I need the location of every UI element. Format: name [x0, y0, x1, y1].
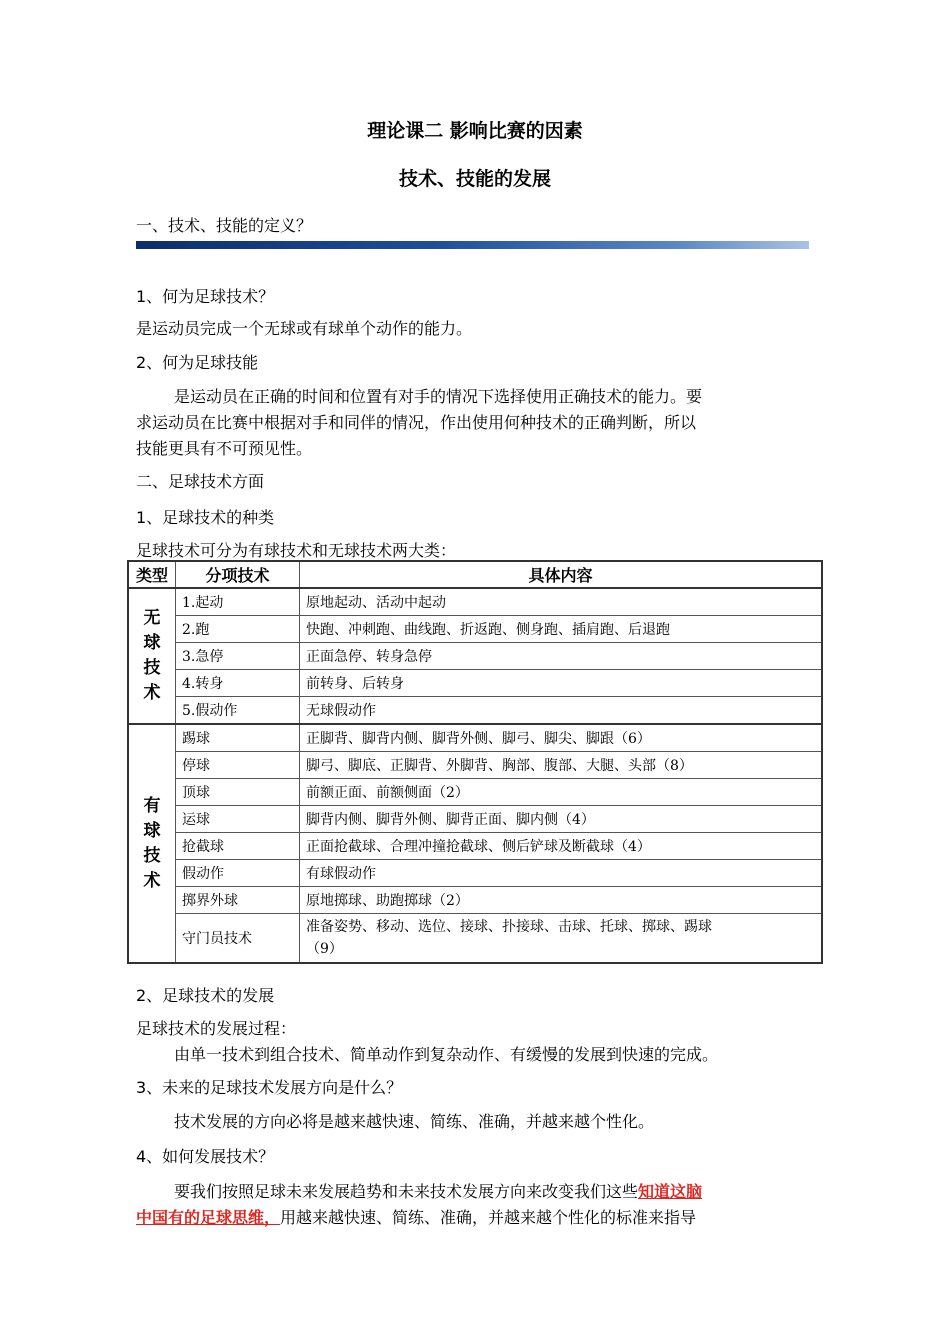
content-cell: 前额正面、前额侧面（2） [300, 779, 823, 806]
table-row [128, 752, 822, 779]
subsection-3-heading: 3、未来的足球技术发展方向是什么？ [136, 1078, 403, 1097]
content-cell: 快跑、冲刺跑、曲线跑、折返跑、侧身跑、插肩跑、后退跑 [300, 616, 823, 643]
content-cell: 原地掷球、助跑掷球（2） [300, 887, 823, 914]
table-row [128, 724, 822, 752]
how-line-1 [174, 1179, 702, 1202]
subsection-2-heading: 2、足球技术的发展 [136, 986, 275, 1005]
content-cell: 正面抢截球、合理冲撞抢截球、侧后铲球及断截球（4） [300, 833, 823, 860]
item-cell: 1.起动 [176, 588, 300, 616]
answer-2-line-3: 技能更具有不可预见性。 [136, 439, 313, 458]
content-cell: 正脚背、脚背内侧、脚背外侧、脚弓、脚尖、脚跟（6） [300, 724, 823, 752]
answer-2-line-2: 求运动员在比赛中根据对手和同伴的情况，作出使用何种技术的正确判断，所以 [136, 413, 697, 432]
item-cell: 踢球 [176, 724, 300, 752]
content-cell: 有球假动作 [300, 860, 823, 887]
table-row [128, 806, 822, 833]
category-char: 技 [143, 658, 161, 678]
question-2: 2、何为足球技能 [136, 353, 259, 372]
content-cell: 脚背内侧、脚背外侧、脚背正面、脚内侧（4） [300, 806, 823, 833]
content-cell [300, 914, 823, 964]
category-with-ball [128, 724, 176, 963]
category-char: 无 [143, 608, 161, 628]
development-text: 由单一技术到组合技术、简单动作到复杂动作、有缓慢的发展到快速的完成。 [174, 1045, 719, 1064]
table-row [128, 697, 822, 725]
category-char: 术 [143, 870, 161, 891]
how-line-2 [136, 1205, 696, 1228]
content-cell: 前转身、后转身 [300, 670, 823, 697]
header-content: 具体内容 [300, 561, 823, 588]
answer-2-line-1: 是运动员在正确的时间和位置有对手的情况下选择使用正确技术的能力。要 [174, 387, 703, 406]
section-divider [136, 241, 809, 249]
table-intro: 足球技术可分为有球技术和无球技术两大类： [136, 541, 457, 560]
category-char: 术 [143, 683, 161, 703]
category-char: 有 [143, 795, 161, 816]
category-char: 技 [143, 845, 161, 866]
technique-table [127, 560, 823, 964]
item-cell: 假动作 [176, 860, 300, 887]
item-cell: 停球 [176, 752, 300, 779]
content-cell: 原地起动、活动中起动 [300, 588, 823, 616]
table-row [128, 860, 822, 887]
header-type: 类型 [128, 561, 176, 588]
item-cell: 3.急停 [176, 643, 300, 670]
item-cell: 守门员技术 [176, 914, 300, 964]
category-char: 球 [143, 820, 161, 841]
subsection-1-heading: 1、足球技术的种类 [136, 508, 275, 527]
document-subtitle: 技术、技能的发展 [398, 168, 551, 190]
item-cell: 掷界外球 [176, 887, 300, 914]
category-char: 球 [143, 633, 161, 653]
table-row [128, 616, 822, 643]
document-title: 理论课二 影响比赛的因素 [367, 120, 583, 142]
item-cell: 4.转身 [176, 670, 300, 697]
table-row [128, 670, 822, 697]
future-text: 技术发展的方向必将是越来越快速、简练、准确，并越来越个性化。 [174, 1112, 655, 1131]
section-2-heading: 二、足球技术方面 [136, 472, 265, 491]
highlight-text: 知道这脑 [638, 1182, 703, 1201]
how-text: 用越来越快速、简练、准确，并越来越个性化的标准来指导 [280, 1208, 697, 1227]
table-row [128, 914, 822, 964]
item-cell: 2.跑 [176, 616, 300, 643]
item-cell: 5.假动作 [176, 697, 300, 725]
table-header-row [128, 561, 822, 588]
table-row [128, 887, 822, 914]
subsection-4-heading: 4、如何发展技术？ [136, 1147, 275, 1166]
highlight-text: 中国有的足球思维， [136, 1208, 281, 1227]
content-cell: 无球假动作 [300, 697, 823, 725]
table-row [128, 588, 822, 616]
content-line: （9） [306, 941, 343, 957]
table-row [128, 833, 822, 860]
item-cell: 顶球 [176, 779, 300, 806]
question-1: 1、何为足球技术？ [136, 287, 275, 306]
table-row [128, 643, 822, 670]
category-no-ball [128, 588, 176, 724]
how-text: 要我们按照足球未来发展趋势和未来技术发展方向来改变我们这些 [174, 1182, 639, 1201]
content-line: 准备姿势、移动、选位、接球、扑接球、击球、托球、掷球、踢球 [306, 919, 712, 935]
table-row [128, 779, 822, 806]
content-cell: 正面急停、转身急停 [300, 643, 823, 670]
section-1-heading: 一、技术、技能的定义？ [136, 216, 313, 235]
header-item: 分项技术 [176, 561, 300, 588]
answer-1: 是运动员完成一个无球或有球单个动作的能力。 [136, 319, 473, 338]
content-cell: 脚弓、脚底、正脚背、外脚背、胸部、腹部、大腿、头部（8） [300, 752, 823, 779]
development-label: 足球技术的发展过程： [136, 1019, 297, 1038]
item-cell: 抢截球 [176, 833, 300, 860]
item-cell: 运球 [176, 806, 300, 833]
